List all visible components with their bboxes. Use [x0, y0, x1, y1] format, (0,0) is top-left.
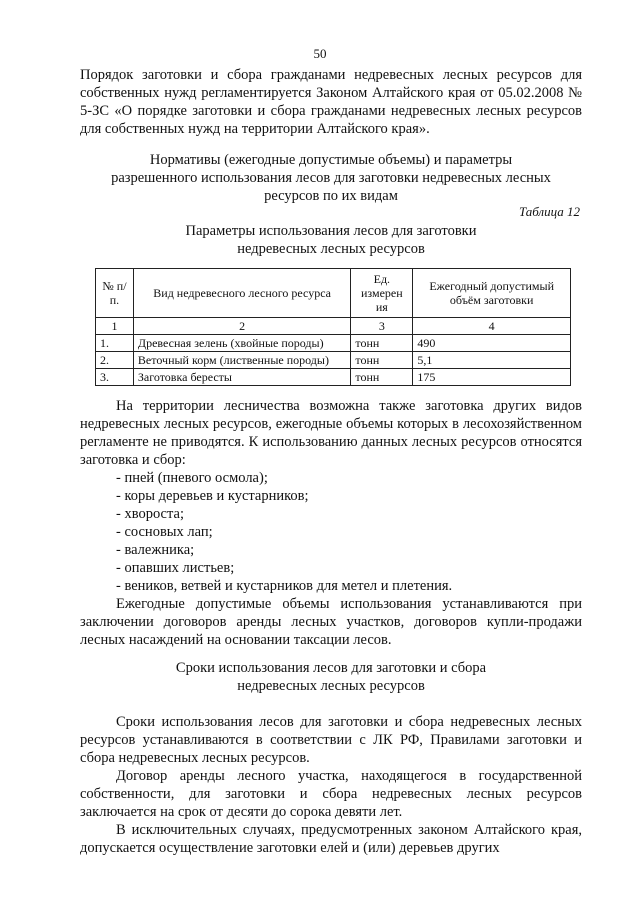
paragraph-annual-volumes: Ежегодные допустимые объемы использования устанавливаются при заключении договоров аренды лесных участков, договоров купли-продажи лесных насаждений на основании таксации лесов. — [80, 596, 582, 648]
paragraph-exceptions: В исключительных случаях, предусмотренных законом Алтайского края, допускается осуществление заготовки елей и (или) деревьев других — [80, 822, 582, 856]
resource-name: Древесная зелень (хвойные породы) — [133, 335, 350, 352]
resource-name: Заготовка бересты — [133, 369, 350, 386]
column-number: 2 — [133, 318, 350, 335]
column-number: 1 — [96, 318, 134, 335]
header-resource-type: Вид недревесного лесного ресурса — [133, 269, 350, 318]
table-row — [96, 335, 571, 352]
annual-volume: 5,1 — [413, 352, 571, 369]
section-title-line: ресурсов по их видам — [264, 188, 398, 204]
unit: тонн — [351, 352, 413, 369]
paragraph-lease: Договор аренды лесного участка, находящегося в государственной собственности, для заготовки и сбора недревесных лесных ресурсов заключается на срок от десяти до сорока девяти лет. — [80, 768, 582, 820]
list-item: - коры деревьев и кустарников; — [116, 488, 309, 504]
column-number: 4 — [413, 318, 571, 335]
list-item: - хвороста; — [116, 506, 184, 522]
unit: тонн — [351, 335, 413, 352]
unit: тонн — [351, 369, 413, 386]
table-title-line: Параметры использования лесов для заготовки — [185, 223, 477, 239]
row-number: 2. — [96, 352, 134, 369]
section-title-line: Нормативы (ежегодные допустимые объемы) и параметры — [149, 152, 513, 168]
section-title-norms — [80, 151, 582, 205]
resource-list — [80, 469, 582, 595]
list-item: - сосновых лап; — [116, 524, 213, 540]
table-title-line: недревесных лесных ресурсов — [237, 241, 425, 257]
table-title — [80, 222, 582, 258]
list-item: - веников, ветвей и кустарников для метел и плетения. — [116, 578, 453, 594]
table-reference: Таблица 12 — [518, 204, 580, 219]
paragraph-terms: Сроки использования лесов для заготовки и сбора недревесных лесных ресурсов устанавливаются в соответствии с ЛК РФ, Правилами заготовки и сбора недревесных лесных ресурсов. — [80, 714, 582, 766]
section-title-line: недревесных лесных ресурсов — [237, 678, 425, 694]
row-number: 1. — [96, 335, 134, 352]
header-number: № п/п. — [96, 269, 134, 318]
page-number: 50 — [313, 46, 327, 61]
column-numbers-row — [96, 318, 571, 335]
resources-table — [95, 268, 571, 386]
annual-volume: 490 — [413, 335, 571, 352]
table-row — [96, 369, 571, 386]
header-unit: Ед. измерен ия — [351, 269, 413, 318]
intro-paragraph: Порядок заготовки и сбора гражданами недревесных лесных ресурсов для собственных нужд регламентируется Законом Алтайского края от 05.02.2008 № 5-ЗС «О порядке заготовки и сбора гражданами недревесных лесных ресурсов для собственных нужд на территории Алтайского края». — [80, 67, 582, 137]
section-title-line: Сроки использования лесов для заготовки и сбора — [175, 660, 487, 676]
paragraph-other-resources: На территории лесничества возможна также заготовка других видов недревесных лесных ресурсов, ежегодные объемы которых в лесохозяйственном регламенте не приводятся. К использованию данных лесных ресурсов относятся заготовка и сбор: — [80, 398, 582, 468]
list-item: - опавших листьев; — [116, 560, 235, 576]
header-annual-volume: Ежегодный допустимый объём заготовки — [413, 269, 571, 318]
list-item: - пней (пневого осмола); — [116, 470, 268, 486]
row-number: 3. — [96, 369, 134, 386]
section-title-terms — [80, 659, 582, 695]
annual-volume: 175 — [413, 369, 571, 386]
table-header-row — [96, 269, 571, 318]
list-item: - валежника; — [116, 542, 195, 558]
table-row — [96, 352, 571, 369]
section-title-line: разрешенного использования лесов для заготовки недревесных лесных — [111, 170, 551, 186]
resource-name: Веточный корм (лиственные породы) — [133, 352, 350, 369]
column-number: 3 — [351, 318, 413, 335]
